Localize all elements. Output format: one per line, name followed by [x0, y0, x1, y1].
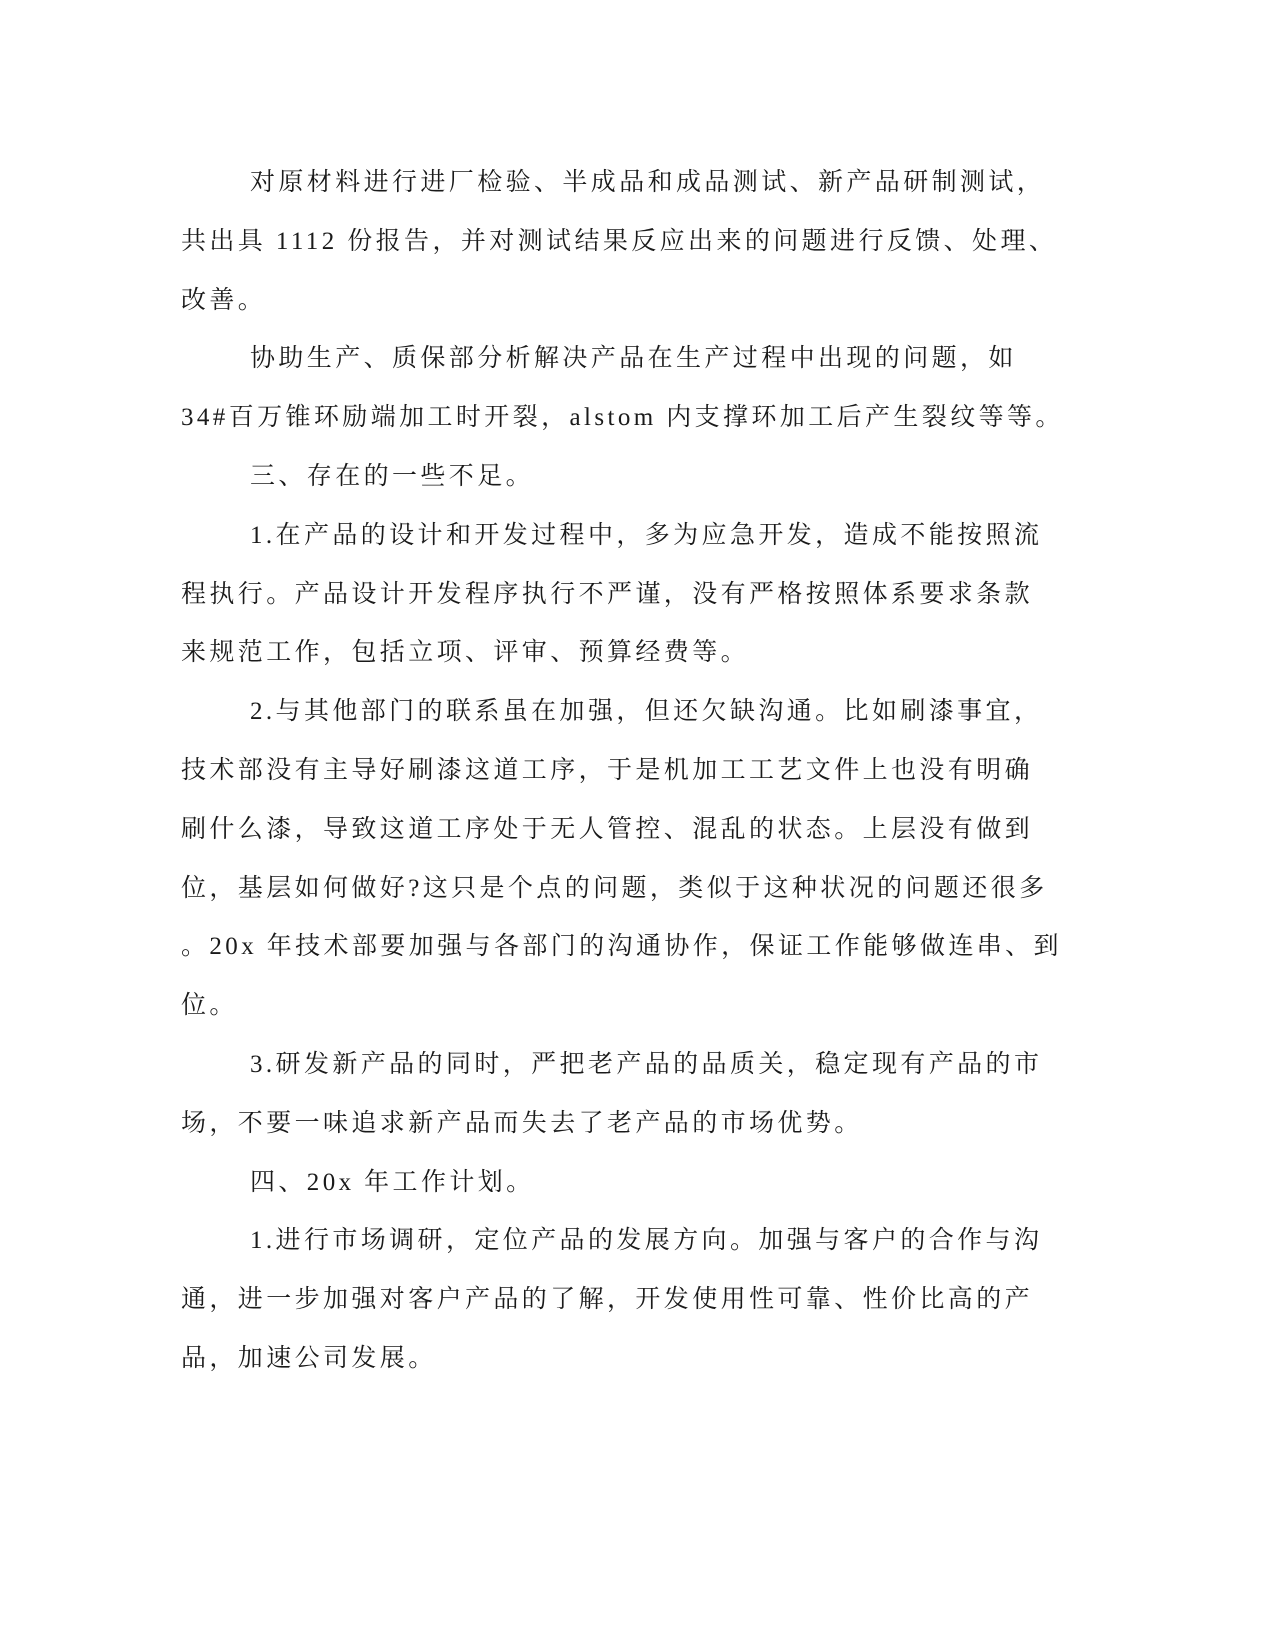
paragraph: [181, 507, 1041, 683]
text-line: 技术部没有主导好刷漆这道工序，于是机加工工艺文件上也没有明确: [181, 756, 1034, 784]
paragraph: [181, 1154, 1041, 1213]
paragraph: [181, 448, 1041, 507]
text-line: 34#百万锥环励端加工时开裂，alstom 内支撑环加工后产生裂纹等等。: [181, 404, 1064, 432]
text-line: 2.与其他部门的联系虽在加强，但还欠缺沟通。比如刷漆事宜，: [250, 698, 1043, 726]
text-line: 对原材料进行进厂检验、半成品和成品测试、新产品研制测试，: [250, 169, 1046, 196]
text-line: 3.研发新产品的同时，严把老产品的品质关，稳定现有产品的市: [250, 1050, 1043, 1078]
text-line: 共出具 1112 份报告，并对测试结果反应出来的问题进行反馈、处理、: [181, 227, 1058, 255]
text-line: 1.进行市场调研，定位产品的发展方向。加强与客户的合作与沟: [250, 1227, 1043, 1255]
text-line: 品，加速公司发展。: [181, 1344, 437, 1372]
text-line: 。20x 年技术部要加强与各部门的沟通协作，保证工作能够做连串、到: [181, 933, 1062, 961]
text-line: 四、20x 年工作计划。: [250, 1168, 535, 1196]
text-line: 三、存在的一些不足。: [250, 462, 535, 490]
text-line: 1.在产品的设计和开发过程中，多为应急开发，造成不能按照流: [250, 521, 1043, 549]
paragraph: [181, 1212, 1041, 1388]
text-line: 位。: [181, 992, 238, 1020]
text-line: 通，进一步加强对客户产品的了解，开发使用性可靠、性价比高的产: [181, 1286, 1034, 1314]
text-line: 程执行。产品设计开发程序执行不严谨，没有严格按照体系要求条款: [181, 580, 1034, 608]
document-page: [181, 154, 1064, 1389]
text-line: 改善。: [181, 286, 267, 314]
text-line: 场，不要一味追求新产品而失去了老产品的市场优势。: [181, 1109, 863, 1137]
text-line: 协助生产、质保部分析解决产品在生产过程中出现的问题，如: [250, 345, 1017, 373]
text-line: 刷什么漆，导致这道工序处于无人管控、混乱的状态。上层没有做到: [181, 815, 1034, 843]
paragraph: [181, 1036, 1041, 1154]
text-line: 位，基层如何做好?这只是个点的问题，类似于这种状况的问题还很多: [181, 874, 1048, 902]
paragraph: [181, 154, 1058, 330]
paragraph: [181, 330, 1064, 448]
paragraph: [181, 683, 1062, 1036]
text-line: 来规范工作，包括立项、评审、预算经费等。: [181, 639, 750, 667]
